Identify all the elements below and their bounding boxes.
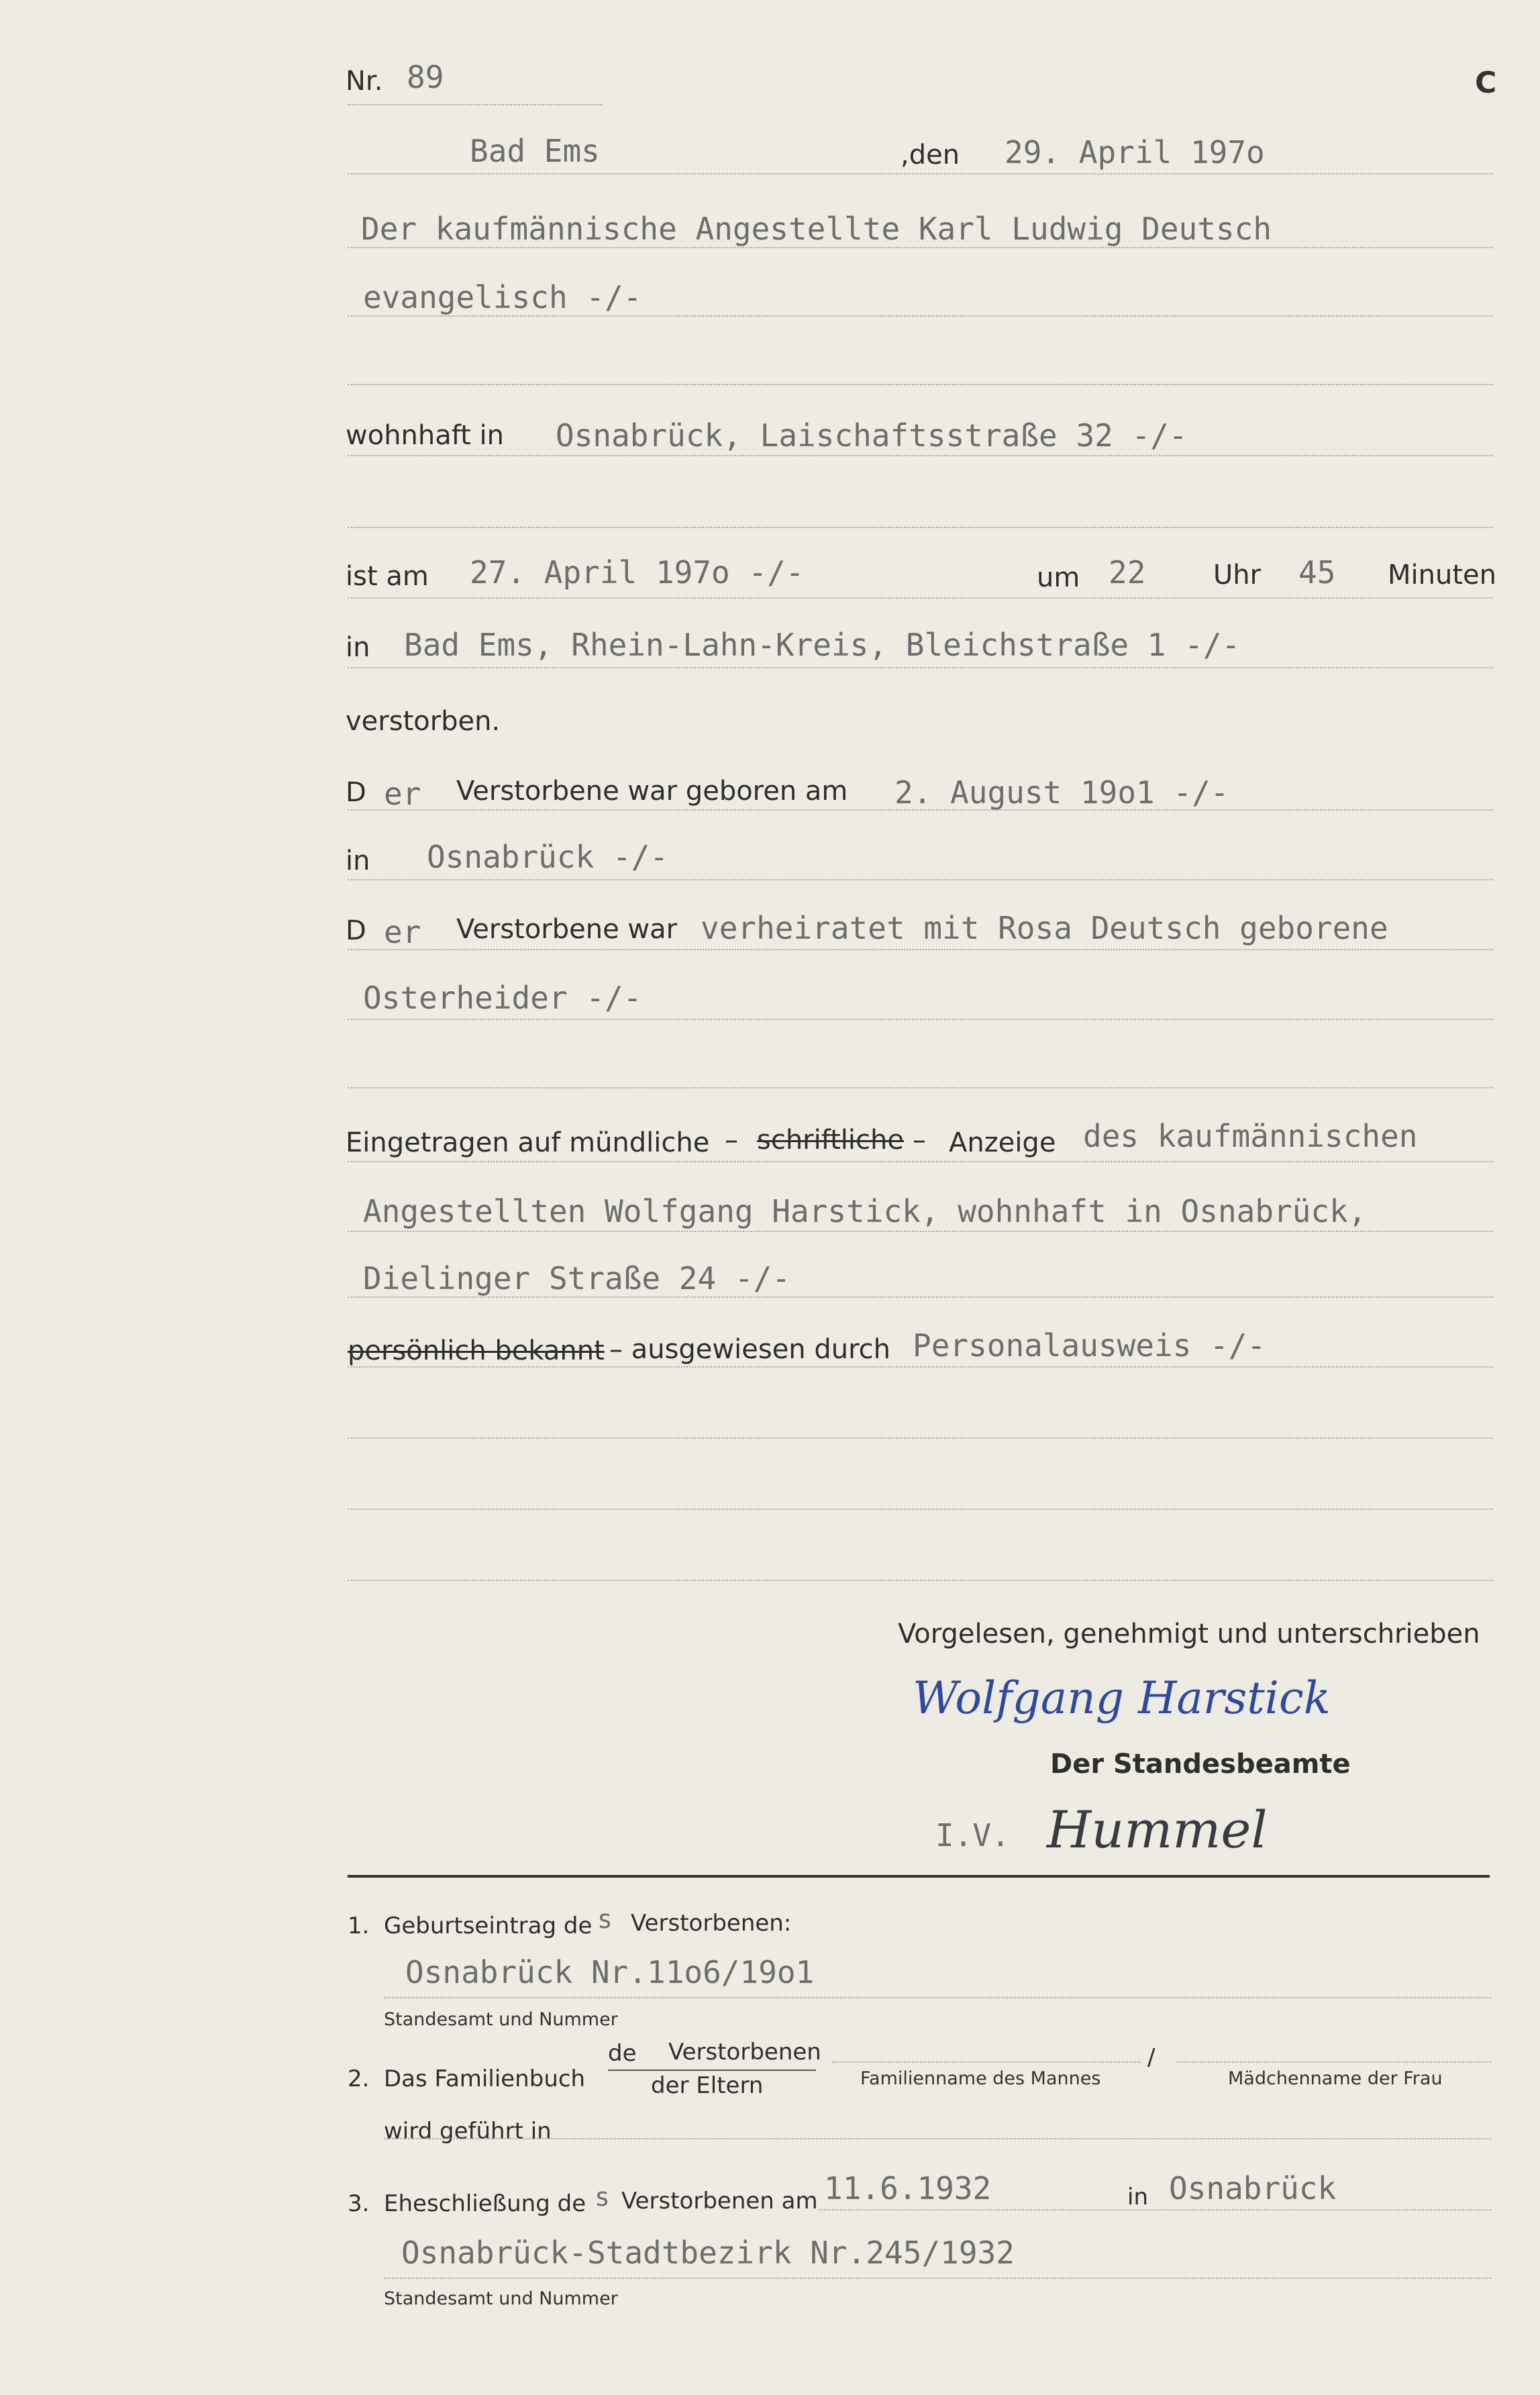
item3-number: 3. [348,2190,370,2217]
birth-date: 2. August 19o1 -/- [894,774,1229,811]
registry-date: 29. April 197o [1005,134,1265,170]
dotted-line [348,667,1493,668]
dotted-line [348,1019,1493,1020]
war-label: Verstorbene war [456,914,678,945]
dotted-line [348,1161,1493,1162]
death-date: 27. April 197o -/- [470,554,805,591]
corner-letter: C [1475,66,1497,100]
informant-line-3: Dielinger Straße 24 -/- [363,1260,790,1296]
religion: evangelisch -/- [363,279,642,315]
dotted-line [348,527,1493,528]
in-label: in [346,846,370,876]
dotted-line [348,173,1493,174]
dash: – [725,1125,738,1156]
dotted-line [348,949,1493,950]
registry-place: Bad Ems [470,133,600,169]
frac-top: Verstorbenen [668,2039,821,2066]
item1-number: 1. [348,1913,370,1939]
section-rule [348,1875,1490,1878]
minuten-label: Minuten [1388,560,1496,591]
item2-number: 2. [348,2066,370,2092]
persoenlich-struck: persönlich bekannt [348,1335,605,1366]
dotted-line [348,1437,1493,1439]
dotted-line [819,2209,1491,2210]
entry-number: 89 [407,59,444,95]
informant-line-2: Angestellten Wolfgang Harstick, wohnhaft in Osnabrück, [363,1193,1367,1229]
vorgelesen-text: Vorgelesen, genehmigt und unterschrieben [898,1619,1480,1649]
item1-label: Geburtseintrag de [384,1913,593,1939]
den-label: ,den [901,140,960,170]
dotted-line [348,1231,1493,1232]
item1-s: s [597,1904,613,1934]
dotted-line [348,247,1493,248]
dotted-line [348,455,1493,456]
uhr-label: Uhr [1213,560,1262,591]
d-label: D [346,915,366,946]
dotted-line [384,2138,1491,2139]
item3-in: in [1127,2184,1148,2210]
marriage-record: Osnabrück-Stadtbezirk Nr.245/1932 [401,2235,1015,2271]
dotted-line [348,597,1493,599]
dotted-line [348,384,1493,385]
informant-signature: Wolfgang Harstick [913,1672,1331,1724]
gender-suffix: er [384,914,421,950]
item1-label2: Verstorbenen: [631,1910,792,1937]
fraction-bar [608,2070,816,2071]
marital-status-2: Osterheider -/- [363,980,642,1016]
eingetragen-label: Eingetragen auf mündliche [346,1127,710,1158]
iv-label: I.V. [935,1817,1010,1853]
nr-underline [348,104,603,105]
wird-label: wird geführt in [384,2118,552,2145]
dash: – [913,1125,926,1156]
wohnhaft-label: wohnhaft in [346,420,504,451]
verstorben-label: verstorben. [346,706,501,737]
official-signature: Hummel [1047,1800,1268,1859]
dotted-line [384,2278,1491,2279]
ausgewiesen-label: – ausgewiesen durch [609,1334,891,1365]
gender-suffix: er [384,776,421,812]
death-minutes: 45 [1298,554,1336,591]
anzeige-label: Anzeige [949,1127,1056,1158]
dotted-line [348,1580,1493,1581]
identification: Personalausweis -/- [913,1327,1266,1364]
dotted-line [384,1997,1491,1998]
schriftliche-struck: schriftliche [757,1125,904,1156]
frac-de: de [608,2040,637,2067]
maedchenname-caption: Mädchenname der Frau [1228,2068,1443,2089]
nr-label: Nr. [346,66,383,97]
residence: Osnabrück, Laischaftsstraße 32 -/- [556,417,1188,454]
marriage-date: 11.6.1932 [824,2170,992,2206]
informant-line-1: des kaufmännischen [1083,1118,1418,1154]
dotted-line [348,1366,1493,1368]
item3-s: s [595,2182,610,2212]
item2-label: Das Familienbuch [384,2066,586,2092]
familienname-caption: Familienname des Mannes [860,2068,1101,2089]
standesamt-caption-2: Standesamt und Nummer [384,2288,618,2309]
in-label: in [346,632,370,663]
dotted-line [1176,2061,1491,2063]
item3-label2: Verstorbenen am [621,2188,818,2214]
dotted-line [348,1087,1493,1088]
slash: / [1147,2044,1156,2071]
frac-bottom: der Eltern [651,2072,764,2099]
um-label: um [1037,562,1080,593]
birth-record: Osnabrück Nr.11o6/19o1 [405,1954,815,1990]
death-place: Bad Ems, Rhein-Lahn-Kreis, Bleichstraße 1 -/- [404,627,1241,663]
marital-status-1: verheiratet mit Rosa Deutsch geborene [701,910,1388,946]
deceased-name-line: Der kaufmännische Angestellte Karl Ludwig Deutsch [361,211,1272,247]
item3-label: Eheschließung de [384,2190,586,2217]
dotted-line [348,1509,1493,1510]
death-hour: 22 [1109,554,1146,591]
born-label: Verstorbene war geboren am [456,776,848,807]
dotted-line [348,315,1493,317]
dotted-line [348,1296,1493,1298]
d-label: D [346,777,366,808]
ist-am-label: ist am [346,561,429,592]
dotted-line [832,2061,1141,2063]
dotted-line [348,879,1493,880]
birth-place: Osnabrück -/- [427,839,669,875]
marriage-place: Osnabrück [1169,2170,1337,2206]
standesamt-caption-1: Standesamt und Nummer [384,2009,618,2030]
standesbeamte-label: Der Standesbeamte [1050,1749,1351,1780]
dotted-line [348,809,1493,811]
